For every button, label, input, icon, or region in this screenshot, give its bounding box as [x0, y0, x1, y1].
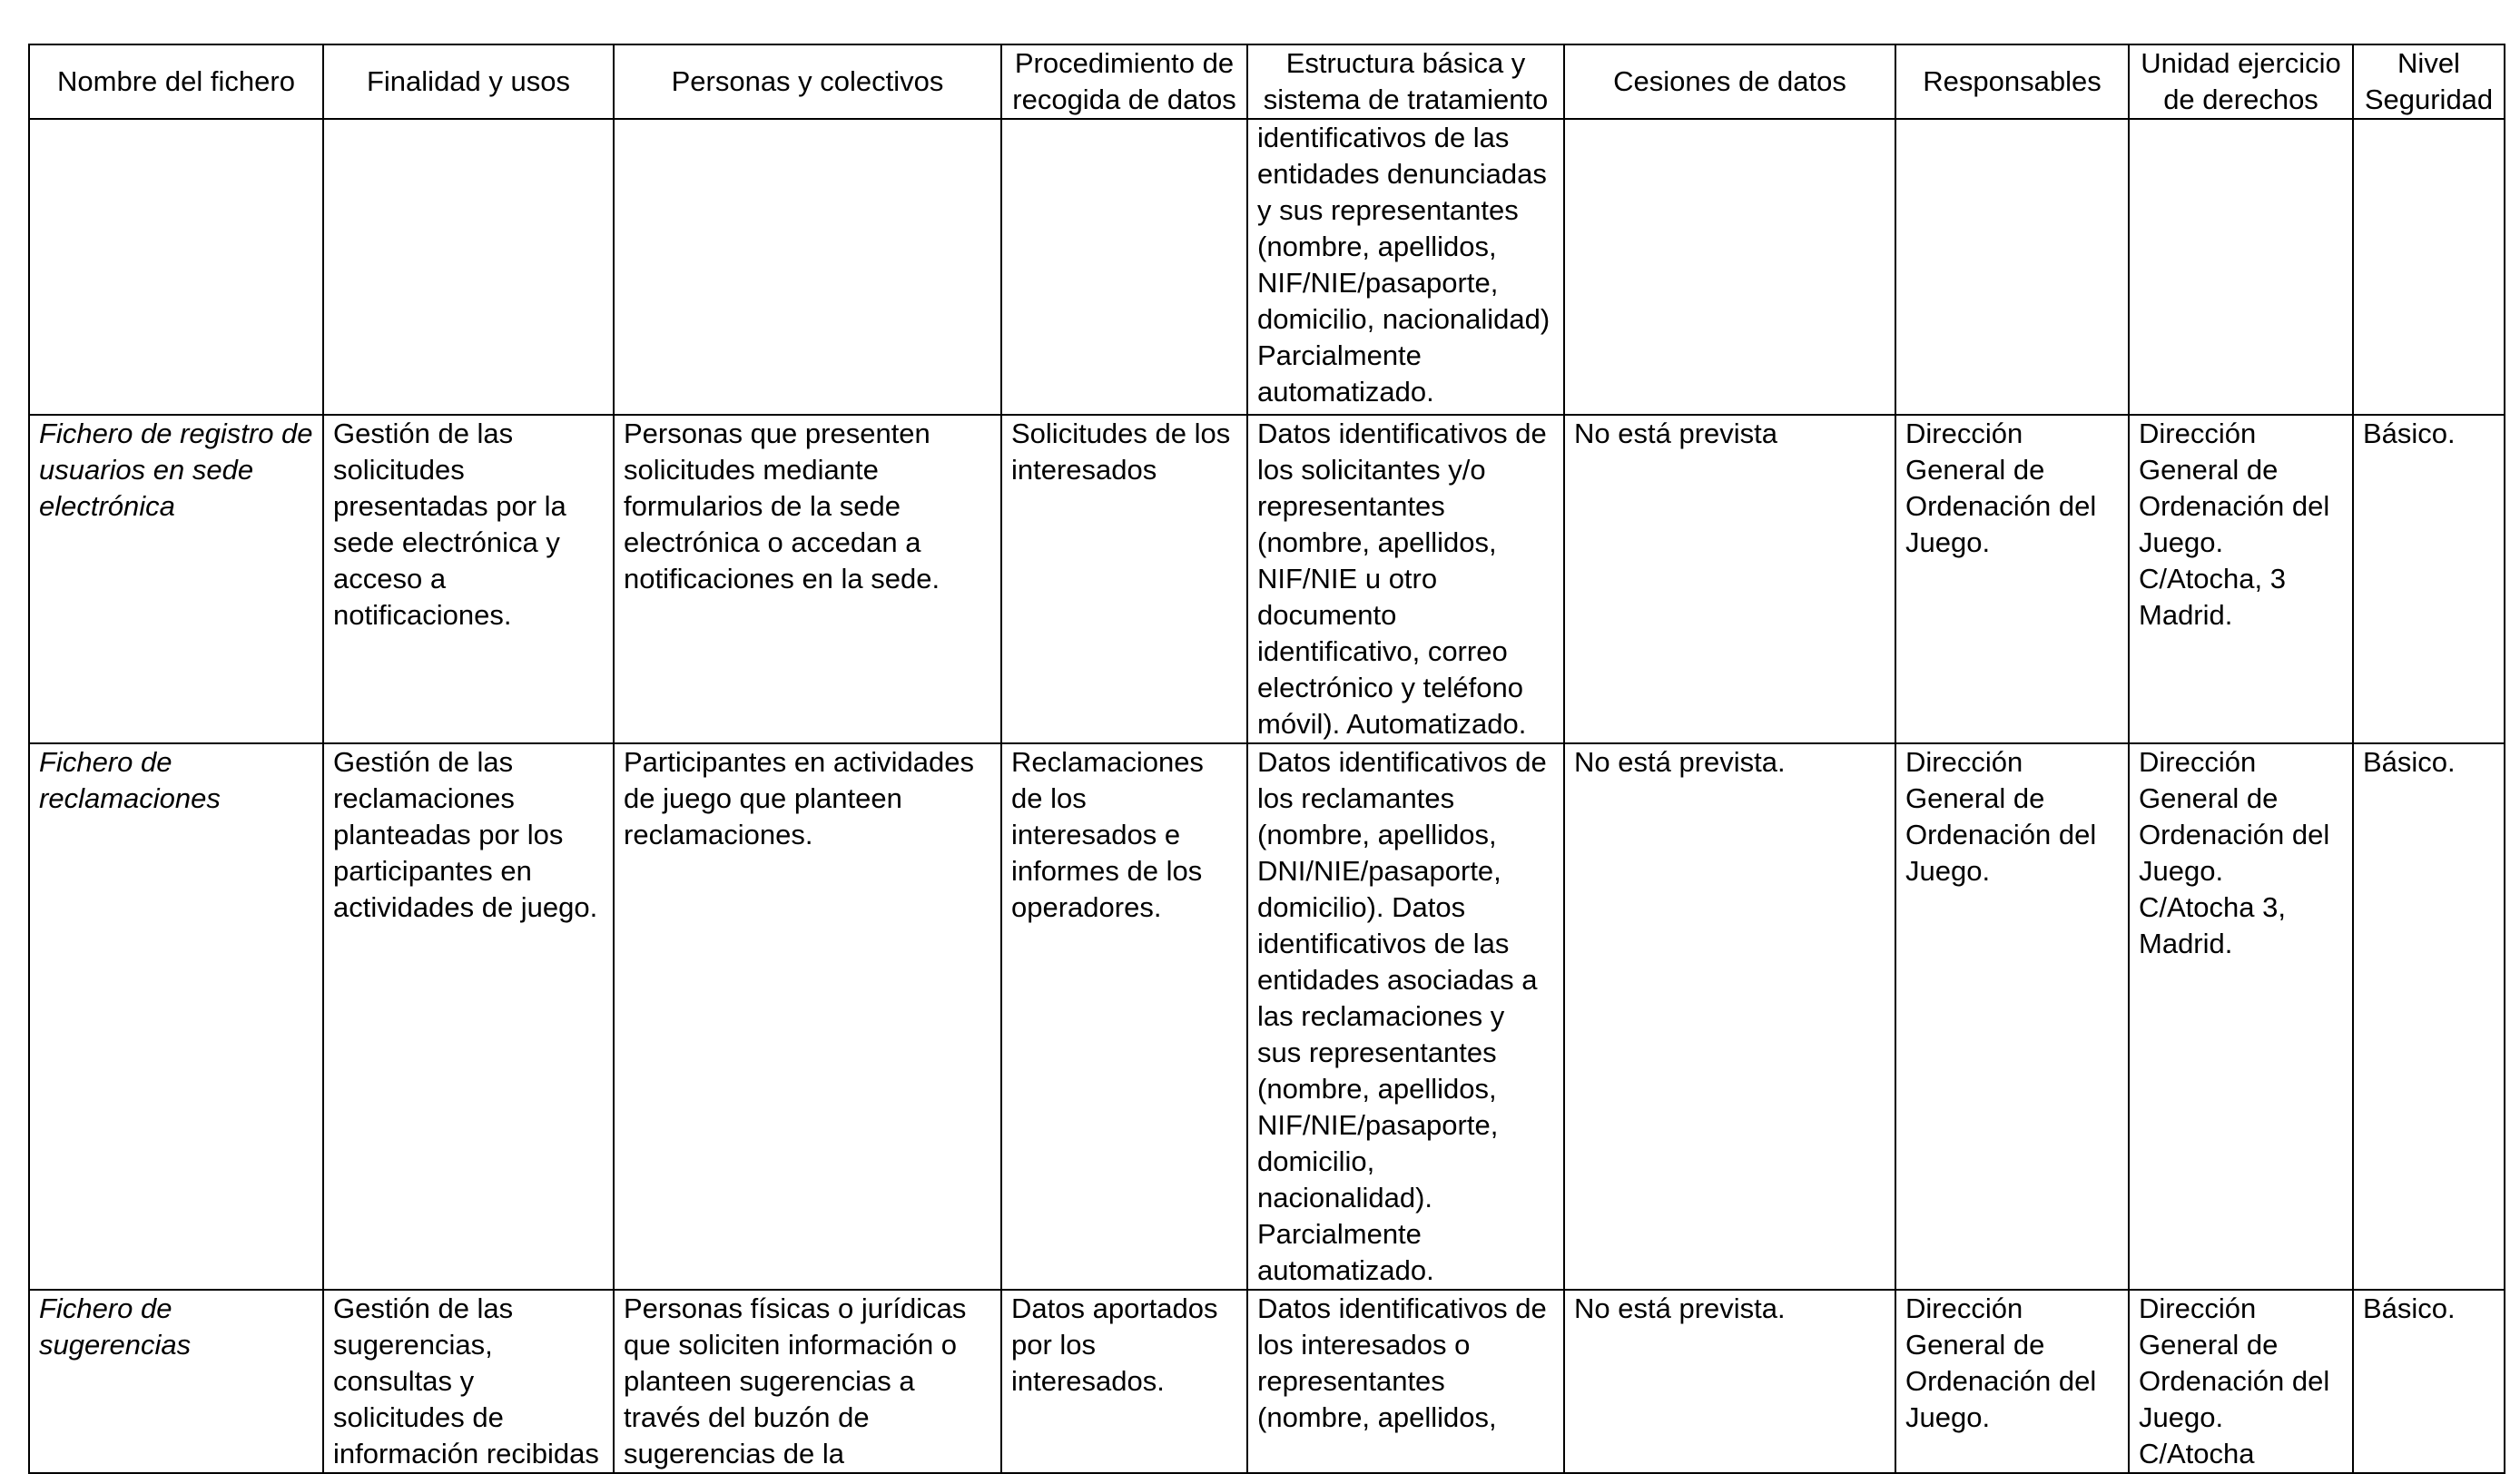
cell-procedure: Datos aportados por los interesados. [1001, 1290, 1247, 1473]
cell-security-level [2353, 119, 2505, 415]
table-row [29, 119, 2505, 415]
cell-responsible [1895, 119, 2129, 415]
cell-purpose: Gestión de las sugerencias, consultas y solicitudes de información recibidas [323, 1290, 614, 1473]
cell-purpose: Gestión de las reclamaciones planteadas por los participantes en actividades de juego. [323, 743, 614, 1290]
cell-procedure: Reclamaciones de los interesados e informes de los operadores. [1001, 743, 1247, 1290]
cell-file-name [29, 119, 323, 415]
header-estructura-basica: Estructura básica y sistema de tratamiento [1247, 44, 1564, 119]
cell-file-name: Fichero de sugerencias [29, 1290, 323, 1473]
cell-responsible: Dirección General de Ordenación del Juego. [1895, 415, 2129, 743]
cell-rights-unit [2129, 119, 2353, 415]
header-nivel-seguridad: Nivel Seguridad [2353, 44, 2505, 119]
header-cesiones-de-datos: Cesiones de datos [1564, 44, 1895, 119]
cell-purpose [323, 119, 614, 415]
table-row [29, 415, 2505, 743]
header-procedimiento-recogida: Procedimiento de recogida de datos [1001, 44, 1247, 119]
header-nombre-del-fichero: Nombre del fichero [29, 44, 323, 119]
header-responsables: Responsables [1895, 44, 2129, 119]
cell-transfers: No está prevista [1564, 415, 1895, 743]
cell-security-level: Básico. [2353, 1290, 2505, 1473]
header-personas-y-colectivos: Personas y colectivos [614, 44, 1001, 119]
cell-procedure: Solicitudes de los interesados [1001, 415, 1247, 743]
header-finalidad-y-usos: Finalidad y usos [323, 44, 614, 119]
cell-rights-unit: Dirección General de Ordenación del Juego. C/Atocha [2129, 1290, 2353, 1473]
cell-persons [614, 119, 1001, 415]
cell-rights-unit: Dirección General de Ordenación del Juego. C/Atocha, 3 Madrid. [2129, 415, 2353, 743]
cell-procedure [1001, 119, 1247, 415]
cell-security-level: Básico. [2353, 743, 2505, 1290]
cell-file-name: Fichero de reclamaciones [29, 743, 323, 1290]
cell-structure: identificativos de las entidades denunciadas y sus representantes (nombre, apellidos, NIF/NIE/pasaporte, domicilio, nacionalidad) Parcialmente automatizado. [1247, 119, 1564, 415]
cell-persons: Participantes en actividades de juego que planteen reclamaciones. [614, 743, 1001, 1290]
cell-responsible: Dirección General de Ordenación del Juego. [1895, 1290, 2129, 1473]
cell-responsible: Dirección General de Ordenación del Juego. [1895, 743, 2129, 1290]
cell-transfers [1564, 119, 1895, 415]
cell-file-name: Fichero de registro de usuarios en sede electrónica [29, 415, 323, 743]
header-row [29, 44, 2505, 119]
cell-purpose: Gestión de las solicitudes presentadas por la sede electrónica y acceso a notificaciones. [323, 415, 614, 743]
cell-persons: Personas físicas o jurídicas que soliciten información o planteen sugerencias a través del buzón de sugerencias de la [614, 1290, 1001, 1473]
header-unidad-ejercicio-derechos: Unidad ejercicio de derechos [2129, 44, 2353, 119]
cell-transfers: No está prevista. [1564, 743, 1895, 1290]
table-row [29, 1290, 2505, 1473]
table-row [29, 743, 2505, 1290]
cell-persons: Personas que presenten solicitudes mediante formularios de la sede electrónica o accedan a notificaciones en la sede. [614, 415, 1001, 743]
cell-structure: Datos identificativos de los interesados o representantes (nombre, apellidos, [1247, 1290, 1564, 1473]
cell-transfers: No está prevista. [1564, 1290, 1895, 1473]
cell-security-level: Básico. [2353, 415, 2505, 743]
cell-rights-unit: Dirección General de Ordenación del Juego. C/Atocha 3, Madrid. [2129, 743, 2353, 1290]
data-files-table [28, 44, 2505, 1474]
cell-structure: Datos identificativos de los solicitantes y/o representantes (nombre, apellidos, NIF/NIE u otro documento identificativo, correo electrónico y teléfono móvil). Automatizado. [1247, 415, 1564, 743]
cell-structure: Datos identificativos de los reclamantes (nombre, apellidos, DNI/NIE/pasaporte, domicilio). Datos identificativos de las entidades asociadas a las reclamaciones y sus representantes (nombre, apellidos, NIF/NIE/pasaporte, domicilio, nacionalidad). Parcialmente automatizado. [1247, 743, 1564, 1290]
